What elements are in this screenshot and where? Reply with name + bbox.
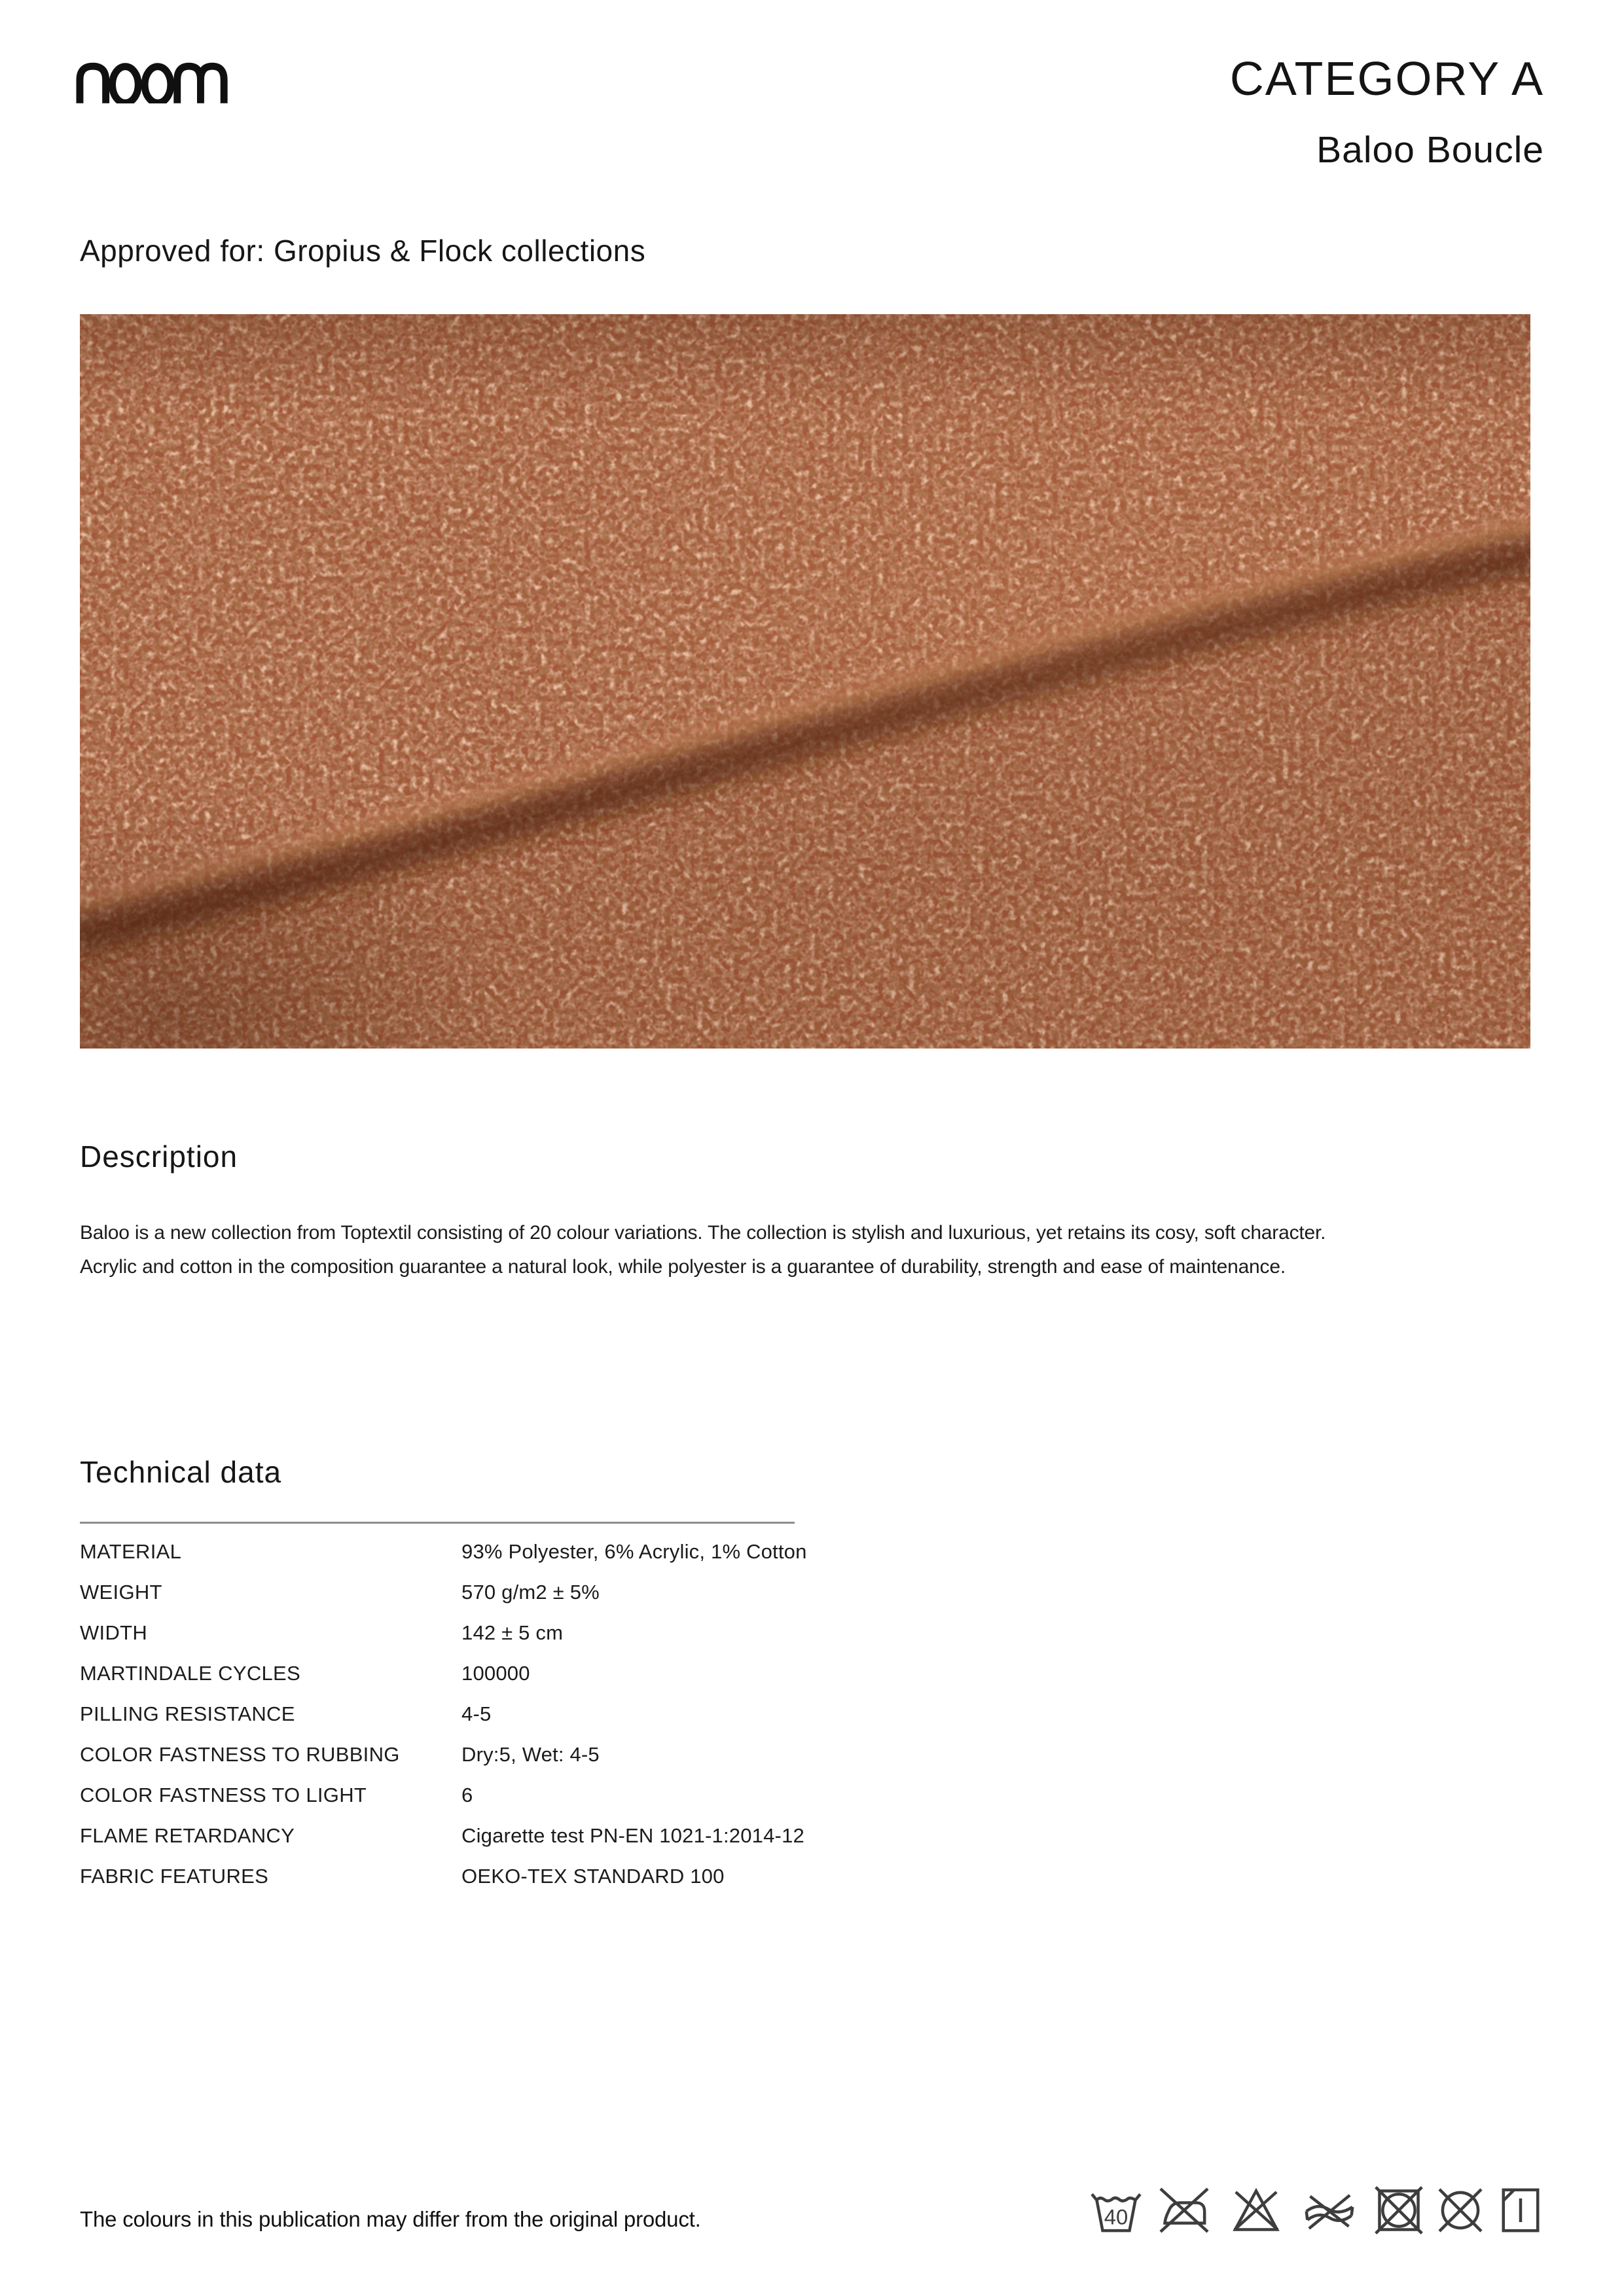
spec-label: FLAME RETARDANCY [80, 1824, 295, 1847]
spec-label: WIDTH [80, 1621, 148, 1644]
drip-dry-in-shade-icon [1494, 2183, 1547, 2237]
svg-text:40: 40 [1104, 2204, 1128, 2229]
spec-label: COLOR FASTNESS TO RUBBING [80, 1743, 400, 1766]
do-not-wring-icon [1303, 2183, 1356, 2237]
table-row [80, 1572, 1258, 1613]
spec-label: WEIGHT [80, 1581, 162, 1604]
spec-label: FABRIC FEATURES [80, 1865, 269, 1888]
spec-value: 570 g/m2 ± 5% [461, 1581, 600, 1604]
do-not-iron-icon [1157, 2183, 1211, 2237]
description-line-1: Baloo is a new collection from Toptextil consisting of 20 colour variations. The collection is stylish and luxurious, yet retains its cosy, soft character. [80, 1222, 1326, 1244]
table-row [80, 1775, 1258, 1816]
brand-logo [75, 62, 238, 103]
table-row [80, 1856, 1258, 1897]
table-row [80, 1613, 1258, 1653]
table-row [80, 1532, 1258, 1572]
machine-wash-40-icon [1089, 2183, 1143, 2237]
table-row [80, 1734, 1258, 1775]
spec-value: Dry:5, Wet: 4-5 [461, 1743, 600, 1766]
section-divider [80, 1522, 795, 1524]
approved-for-text: Approved for: Gropius & Flock collections [80, 234, 646, 268]
spec-value: 100000 [461, 1662, 530, 1685]
color-disclaimer-text: The colours in this publication may differ from the original product. [80, 2207, 701, 2231]
spec-value: 4-5 [461, 1702, 492, 1725]
technical-data-heading: Technical data [80, 1455, 282, 1489]
do-not-bleach-icon [1229, 2183, 1283, 2237]
do-not-dry-clean-icon [1434, 2183, 1487, 2237]
spec-value: OEKO-TEX STANDARD 100 [461, 1865, 725, 1888]
spec-value: Cigarette test PN-EN 1021-1:2014-12 [461, 1824, 804, 1847]
spec-label: COLOR FASTNESS TO LIGHT [80, 1784, 367, 1806]
do-not-tumble-dry-icon [1372, 2183, 1426, 2237]
product-name: Baloo Boucle [1316, 129, 1544, 171]
technical-data-table [80, 1532, 1258, 1897]
description-heading: Description [80, 1139, 238, 1174]
spec-value: 93% Polyester, 6% Acrylic, 1% Cotton [461, 1540, 807, 1563]
spec-label: MATERIAL [80, 1540, 182, 1563]
spec-label: MARTINDALE CYCLES [80, 1662, 301, 1685]
table-row [80, 1694, 1258, 1734]
spec-value: 142 ± 5 cm [461, 1621, 564, 1644]
category-title: CATEGORY A [1229, 53, 1544, 105]
spec-value: 6 [461, 1784, 473, 1806]
fabric-photo [80, 314, 1530, 1049]
description-line-2: Acrylic and cotton in the composition guarantee a natural look, while polyester is a guarantee of durability, strength and ease of maintenance. [80, 1256, 1286, 1278]
table-row [80, 1653, 1258, 1694]
table-row [80, 1816, 1258, 1856]
description-body [80, 1216, 1326, 1284]
spec-label: PILLING RESISTANCE [80, 1702, 295, 1725]
